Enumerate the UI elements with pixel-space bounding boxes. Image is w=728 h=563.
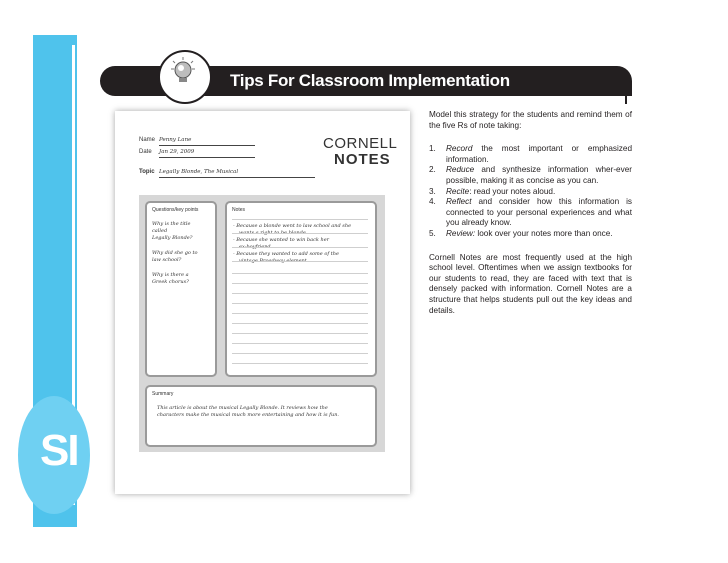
note-rule bbox=[232, 343, 368, 344]
side-tab-text: SI bbox=[40, 426, 78, 475]
list-number: 1. bbox=[429, 144, 436, 154]
notes-frame bbox=[139, 195, 385, 452]
list-text: the most important or emphasized information. bbox=[446, 144, 632, 164]
name-label: Name bbox=[139, 137, 156, 143]
note-rule bbox=[232, 353, 368, 354]
note-line: - Because they wanted to add some of the bbox=[233, 251, 339, 257]
note-line: - Because a blonde went to law school and she bbox=[233, 223, 352, 229]
intro-paragraph: Model this strategy for the students and remind them of the five Rs of note taking: bbox=[429, 110, 632, 130]
question-line: Legally Blonde? bbox=[152, 235, 193, 241]
topic-label: Topic bbox=[139, 169, 155, 175]
date-value: Jan 29, 2009 bbox=[159, 149, 195, 155]
list-item bbox=[429, 197, 632, 229]
note-rule bbox=[232, 283, 368, 284]
cornell-title: CORNELL bbox=[323, 135, 398, 152]
list-number: 4. bbox=[429, 197, 436, 207]
list-number: 5. bbox=[429, 228, 436, 238]
list-text: and consider how this information is connected to your personal experiences and what you already know. bbox=[446, 197, 632, 228]
header-rule bbox=[625, 82, 627, 104]
list-term: Review: bbox=[446, 228, 476, 238]
topic-field bbox=[139, 169, 239, 175]
question-line: Greek chorus? bbox=[152, 279, 189, 285]
list-term: Record bbox=[446, 144, 473, 154]
question-line: Why is the title bbox=[152, 221, 191, 227]
date-label: Date bbox=[139, 149, 152, 155]
date-field bbox=[139, 149, 195, 155]
lightbulb-icon bbox=[170, 56, 196, 86]
list-item bbox=[429, 187, 632, 198]
notes-title: NOTES bbox=[334, 151, 391, 168]
list-term: Reflect bbox=[446, 197, 472, 207]
notes-column bbox=[225, 201, 377, 377]
question-3 bbox=[152, 272, 189, 286]
question-line: called bbox=[152, 228, 168, 234]
question-line: law school? bbox=[152, 257, 182, 263]
name-underline bbox=[159, 145, 255, 146]
cornell-notes-sample-sheet bbox=[115, 111, 410, 494]
summary-body bbox=[157, 405, 371, 419]
note-rule bbox=[232, 293, 368, 294]
note-rule bbox=[232, 313, 368, 314]
note-line: - Because she wanted to win back her bbox=[233, 237, 330, 243]
notes-heading: Notes bbox=[232, 207, 246, 213]
note-rule bbox=[232, 233, 368, 234]
topic-underline bbox=[159, 177, 315, 178]
note-rule bbox=[232, 363, 368, 364]
list-text: and synthesize information wher-ever possible, making it as concise as you can. bbox=[446, 165, 632, 185]
notes-body bbox=[233, 223, 371, 265]
summary-line: characters make the musical much more entertaining and how it is fun. bbox=[157, 412, 340, 418]
summary-heading: Summary bbox=[152, 391, 174, 397]
list-number: 2. bbox=[429, 165, 436, 175]
questions-heading: Questions/key points bbox=[152, 207, 199, 213]
summary-line: This article is about the musical Legally Blonde. It reviews how the bbox=[157, 405, 328, 411]
list-item bbox=[429, 144, 632, 165]
note-rule bbox=[232, 303, 368, 304]
note-rule bbox=[232, 323, 368, 324]
topic-value: Legally Blonde, The Musical bbox=[159, 169, 239, 175]
list-term: Recite bbox=[446, 186, 470, 196]
list-text: look over your notes more than once. bbox=[475, 228, 613, 238]
note-rule bbox=[232, 247, 368, 248]
question-line: Why did she go to bbox=[152, 250, 198, 256]
name-value: Penny Lane bbox=[159, 137, 192, 143]
closing-paragraph: Cornell Notes are most frequently used at the high school level. Oftentimes when we assign textbooks for our students to read, they are faced with text that is densely packed with information. Cornell Notes are a structure that helps students pull out the key ideas and details. bbox=[429, 252, 632, 315]
note-rule bbox=[232, 333, 368, 334]
list-term: Reduce bbox=[446, 165, 475, 175]
note-rule bbox=[232, 219, 368, 220]
list-item bbox=[429, 165, 632, 186]
note-rule bbox=[232, 273, 368, 274]
questions-column bbox=[145, 201, 217, 377]
date-underline bbox=[159, 157, 255, 158]
note-rule bbox=[232, 261, 368, 262]
side-tab bbox=[18, 396, 90, 514]
list-item bbox=[429, 229, 632, 240]
page-title: Tips For Classroom Implementation bbox=[230, 71, 510, 90]
question-1 bbox=[152, 221, 192, 242]
question-2 bbox=[152, 250, 198, 264]
five-rs-list bbox=[429, 144, 632, 239]
question-line: Why is there a bbox=[152, 272, 189, 278]
name-field bbox=[139, 137, 192, 143]
instructions-column bbox=[429, 110, 632, 316]
list-text: : read your notes aloud. bbox=[469, 186, 556, 196]
summary-box bbox=[145, 385, 377, 447]
list-number: 3. bbox=[429, 186, 436, 196]
